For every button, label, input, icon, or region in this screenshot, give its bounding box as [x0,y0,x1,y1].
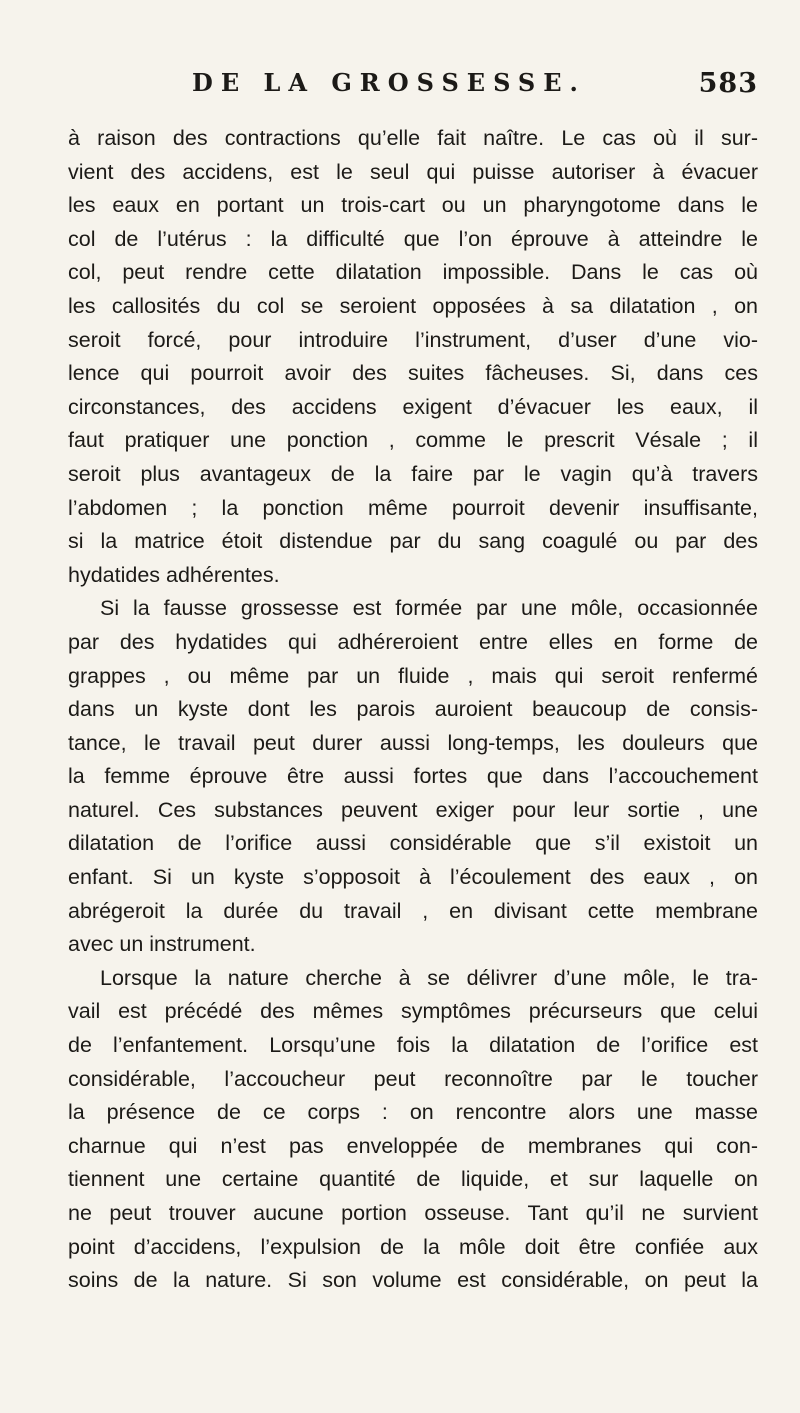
text-line: ne peut trouver aucune portion osseuse. Tant qu’il ne survient [68,1201,758,1225]
text-line: les eaux en portant un trois-cart ou un pharyngotome dans le [68,193,758,218]
text-line: à raison des contractions qu’elle fait naître. Le cas où il sur- [68,126,758,150]
text-line: tance, le travail peut durer aussi long-temps, les douleurs que [68,730,758,755]
page-number: 583 [698,68,758,99]
text-line: Si la fausse grossesse est formée par une môle, occasionnée [100,596,758,621]
text-line: vail est précédé des mêmes symptômes précurseurs que celui [68,999,758,1024]
body-text [68,122,758,1298]
text-line: dans un kyste dont les parois auroient beaucoup de consis- [68,697,758,722]
text-line: seroit forcé, pour introduire l’instrument, d’user d’une vio- [68,327,758,352]
text-line: dilatation de l’orifice aussi considérable que s’il existoit un [68,831,758,856]
text-line: col, peut rendre cette dilatation impossible. Dans le cas où [68,260,758,285]
text-line: lence qui pourroit avoir des suites fâcheuses. Si, dans ces [68,361,758,386]
text-line: charnue qui n’est pas enveloppée de membranes qui con- [68,1133,758,1158]
text-line: par des hydatides qui adhéreroient entre elles en forme de [68,629,758,654]
text-line: seroit plus avantageux de la faire par le vagin qu’à travers [68,461,758,486]
text-line: considérable, l’accoucheur peut reconnoître par le toucher [68,1066,758,1091]
running-title: DE LA GROSSESSE. [192,68,586,97]
text-line: l’abdomen ; la ponction même pourroit devenir insuffisante, [68,495,758,520]
text-line: tiennent une certaine quantité de liquide, et sur laquelle on [68,1167,758,1192]
text-line: col de l’utérus : la difficulté que l’on éprouve à atteindre le [68,226,758,251]
text-line: les callosités du col se seroient opposées à sa dilatation , on [68,293,758,318]
text-line: Lorsque la nature cherche à se délivrer d’une môle, le tra- [100,965,758,990]
text-line: naturel. Ces substances peuvent exiger pour leur sortie , une [68,797,758,822]
text-line: si la matrice étoit distendue par du sang coagulé ou par des [68,529,758,554]
text-line: hydatides adhérentes. [68,562,280,587]
text-line: soins de la nature. Si son volume est considérable, on peut la [68,1268,758,1293]
text-line: point d’accidens, l’expulsion de la môle doit être confiée aux [68,1234,758,1259]
text-line: avec un instrument. [68,932,256,957]
text-line: faut pratiquer une ponction , comme le prescrit Vésale ; il [68,428,758,453]
text-line: de l’enfantement. Lorsqu’une fois la dilatation de l’orifice est [68,1033,758,1058]
text-line: grappes , ou même par un fluide , mais qui seroit renfermé [68,663,758,688]
text-line: circonstances, des accidens exigent d’évacuer les eaux, il [68,394,758,419]
text-line: la présence de ce corps : on rencontre alors une masse [68,1100,758,1125]
text-line: la femme éprouve être aussi fortes que dans l’accouchement [68,764,758,789]
text-line: enfant. Si un kyste s’opposoit à l’écoulement des eaux , on [68,865,758,890]
text-line: vient des accidens, est le seul qui puisse autoriser à évacuer [68,159,758,184]
text-line: abrégeroit la durée du travail , en divisant cette membrane [68,898,758,923]
running-head [68,68,758,108]
